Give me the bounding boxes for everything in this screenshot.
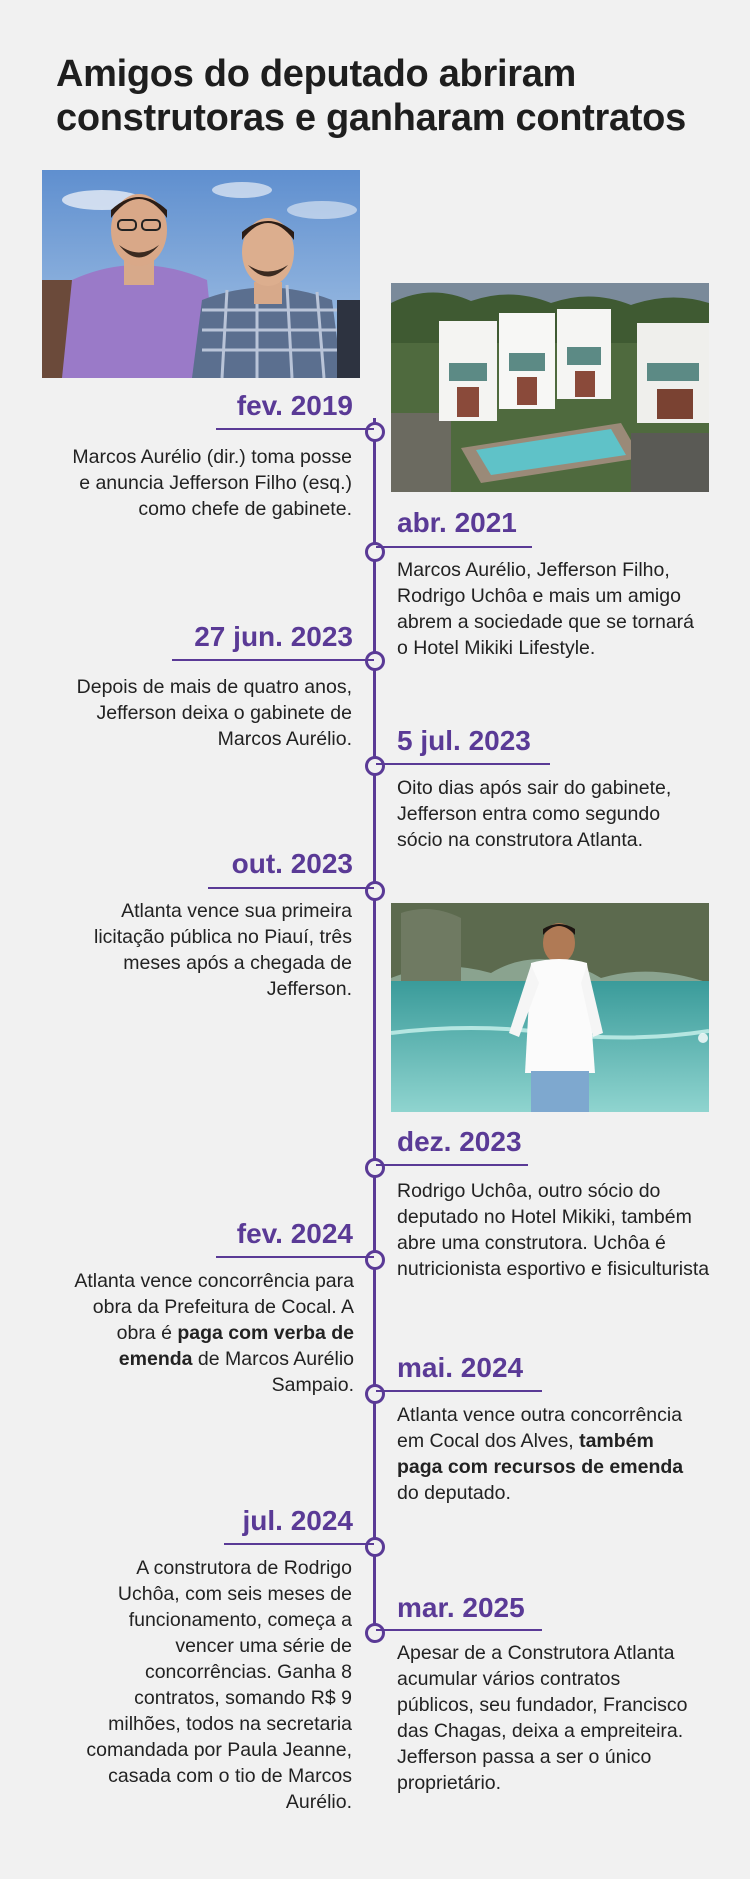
date-underline <box>376 546 532 548</box>
photo-beach-man <box>391 903 709 1112</box>
timeline-line <box>373 418 376 1640</box>
event-description: Oito dias após sair do gabinete, Jefferson entra como segundo sócio na construtora Atlanta. <box>397 777 672 851</box>
event-date: abr. 2021 <box>397 507 517 538</box>
hotel-image <box>391 283 709 492</box>
page-title: Amigos do deputado abriram construtoras e ganharam contratos <box>56 53 686 139</box>
date-underline <box>376 1164 528 1166</box>
timeline-dot <box>365 422 385 442</box>
date-underline <box>216 428 374 430</box>
event-description: Marcos Aurélio, Jefferson Filho, Rodrigo Uchôa e mais um amigo abrem a sociedade que se tornará o Hotel Mikiki Lifestyle. <box>397 559 695 659</box>
timeline-dot <box>365 542 385 562</box>
date-underline <box>172 659 374 661</box>
timeline-dot <box>365 1250 385 1270</box>
beach-man-image <box>391 903 709 1112</box>
event-text-bold: também paga com recursos de emenda <box>397 1430 684 1478</box>
timeline-dot <box>365 756 385 776</box>
date-underline <box>216 1256 374 1258</box>
event-date: fev. 2019 <box>236 390 353 421</box>
event-date: jul. 2024 <box>242 1505 353 1536</box>
photo-two-men <box>42 170 360 378</box>
event-description: Rodrigo Uchôa, outro sócio do deputado no Hotel Mikiki, também abre uma construtora. Uchôa é nutricionista esportivo e fisiculturista <box>397 1180 710 1280</box>
date-underline <box>224 1543 374 1545</box>
photo-hotel <box>391 283 709 492</box>
event-date: fev. 2024 <box>236 1218 353 1249</box>
two-men-image <box>42 170 360 378</box>
event-date: 27 jun. 2023 <box>194 621 353 652</box>
timeline-dot <box>365 1384 385 1404</box>
event-description <box>58 1268 354 1398</box>
timeline-dot <box>365 1537 385 1557</box>
event-description: Apesar de a Construtora Atlanta acumular vários contratos públicos, seu fundador, Francisco das Chagas, deixa a empreiteira. Jefferson passa a ser o único proprietário. <box>397 1642 688 1794</box>
date-underline <box>376 763 550 765</box>
timeline-dot <box>365 881 385 901</box>
event-text-part: Atlanta vence concorrência para obra da Prefeitura de Cocal. A obra é <box>74 1270 354 1344</box>
date-underline <box>376 1390 542 1392</box>
event-description: A construtora de Rodrigo Uchôa, com seis meses de funcionamento, começa a vencer uma série de concorrências. Ganha 8 contratos, somando R$ 9 milhões, todos na secretaria comandada por Paula Jeanne, casada com o tio de Marcos Aurélio. <box>86 1557 352 1813</box>
event-description: Depois de mais de quatro anos, Jefferson deixa o gabinete de Marcos Aurélio. <box>76 676 352 750</box>
timeline-dot <box>365 651 385 671</box>
event-date: out. 2023 <box>231 848 353 879</box>
timeline-dot <box>365 1623 385 1643</box>
date-underline <box>376 1629 542 1631</box>
event-description: Marcos Aurélio (dir.) toma posse e anuncia Jefferson Filho (esq.) como chefe de gabinete. <box>72 446 352 520</box>
event-text-part: de Marcos Aurélio Sampaio. <box>192 1348 354 1396</box>
event-text-part: Atlanta vence outra concorrência em Cocal dos Alves, <box>397 1404 683 1452</box>
event-date: 5 jul. 2023 <box>397 725 531 756</box>
event-date: dez. 2023 <box>397 1126 522 1157</box>
event-description <box>397 1402 687 1506</box>
event-date: mai. 2024 <box>397 1352 524 1383</box>
date-underline <box>208 887 374 889</box>
event-text-part: do deputado. <box>397 1482 511 1504</box>
event-description: Atlanta vence sua primeira licitação pública no Piauí, três meses após a chegada de Jefferson. <box>94 900 352 1000</box>
event-text-bold: paga com verba de emenda <box>118 1322 354 1370</box>
event-date: mar. 2025 <box>397 1592 525 1623</box>
timeline-dot <box>365 1158 385 1178</box>
